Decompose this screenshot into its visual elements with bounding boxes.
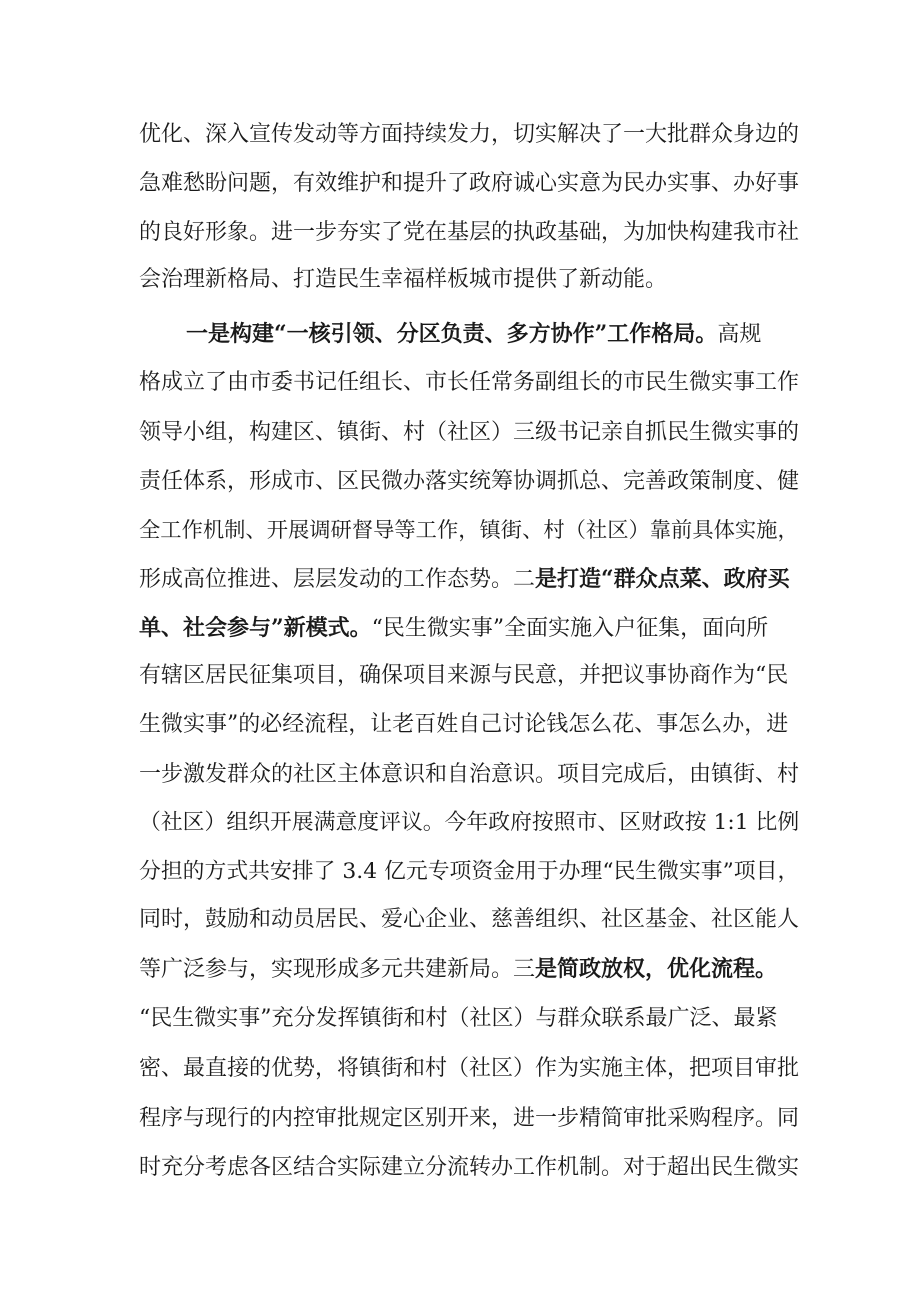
text-line [139, 1004, 799, 1034]
text-line [139, 564, 799, 595]
text-segment: “民生微实事”全面实施入户征集，面向所 [371, 616, 769, 641]
text-segment: 时充分考虑各区结合实际建立分流转办工作机制。对于超出民生微实 [139, 1155, 799, 1180]
text-line [139, 1153, 799, 1183]
text-segment: “民生微实事”充分发挥镇街和村（社区）与群众联系最广泛、最紧 [139, 1006, 778, 1031]
text-line [139, 368, 799, 398]
text-line [139, 661, 799, 691]
text-line [139, 1104, 799, 1134]
text-segment: 会治理新格局、打造民生幸福样板城市提供了新动能。 [139, 267, 668, 292]
text-line [139, 808, 799, 838]
text-segment: 责任体系，形成市、区民微办落实统筹协调抓总、完善政策制度、健 [139, 469, 799, 494]
text-segment: 急难愁盼问题，有效维护和提升了政府诚心实意为民办实事、办好事 [139, 171, 799, 196]
text-segment: 一步激发群众的社区主体意识和自治意识。项目完成后，由镇街、村 [139, 762, 799, 787]
bold-text-segment: 单、社会参与”新模式。 [139, 615, 372, 641]
text-line [139, 857, 799, 887]
text-line [139, 516, 799, 546]
text-line [139, 418, 799, 448]
text-line [139, 905, 799, 935]
bold-text-segment: 是打造“群众点菜、政府买 [535, 566, 790, 592]
text-line [139, 265, 799, 295]
text-segment: 等广泛参与，实现形成多元共建新局。三 [139, 957, 536, 982]
text-line [139, 710, 799, 740]
text-segment: 密、最直接的优势，将镇街和村（社区）作为实施主体，把项目审批 [139, 1056, 799, 1081]
text-segment: 全工作机制、开展调研督导等工作，镇街、村（社区）靠前具体实施， [139, 518, 799, 543]
text-line [139, 169, 799, 199]
text-segment: （社区）组织开展满意度评议。今年政府按照市、区财政按 1:1 比例 [139, 810, 799, 835]
bold-text-segment: 一是构建“一核引领、分区负责、多方协作”工作格局。 [186, 321, 718, 347]
text-segment: 生微实事”的必经流程，让老百姓自己讨论钱怎么花、事怎么办，进 [139, 712, 789, 737]
text-segment: 的良好形象。进一步夯实了党在基层的执政基础，为加快构建我市社 [139, 220, 799, 245]
text-line [186, 319, 800, 350]
text-segment: 程序与现行的内控审批规定区别开来，进一步精简审批采购程序。同 [139, 1106, 799, 1131]
text-line [139, 467, 799, 497]
text-line [139, 954, 799, 985]
text-segment: 领导小组，构建区、镇街、村（社区）三级书记亲自抓民生微实事的 [139, 420, 799, 445]
text-line [139, 760, 799, 790]
text-segment: 格成立了由市委书记任组长、市长任常务副组长的市民生微实事工作 [139, 370, 799, 395]
text-segment: 有辖区居民征集项目，确保项目来源与民意，并把议事协商作为“民 [139, 663, 789, 688]
text-segment: 形成高位推进、层层发动的工作态势。二 [139, 567, 536, 592]
text-line [139, 120, 799, 150]
text-line [139, 1054, 799, 1084]
text-segment: 高规 [717, 322, 762, 347]
text-segment: 同时，鼓励和动员居民、爱心企业、慈善组织、社区基金、社区能人 [139, 907, 799, 932]
bold-text-segment: 是简政放权，优化流程。 [535, 956, 778, 982]
text-segment: 分担的方式共安排了 3.4 亿元专项资金用于办理“民生微实事”项目， [139, 859, 799, 884]
text-segment: 优化、深入宣传发动等方面持续发力，切实解决了一大批群众身边的 [139, 122, 799, 147]
text-line [139, 613, 799, 644]
text-line [139, 218, 799, 248]
